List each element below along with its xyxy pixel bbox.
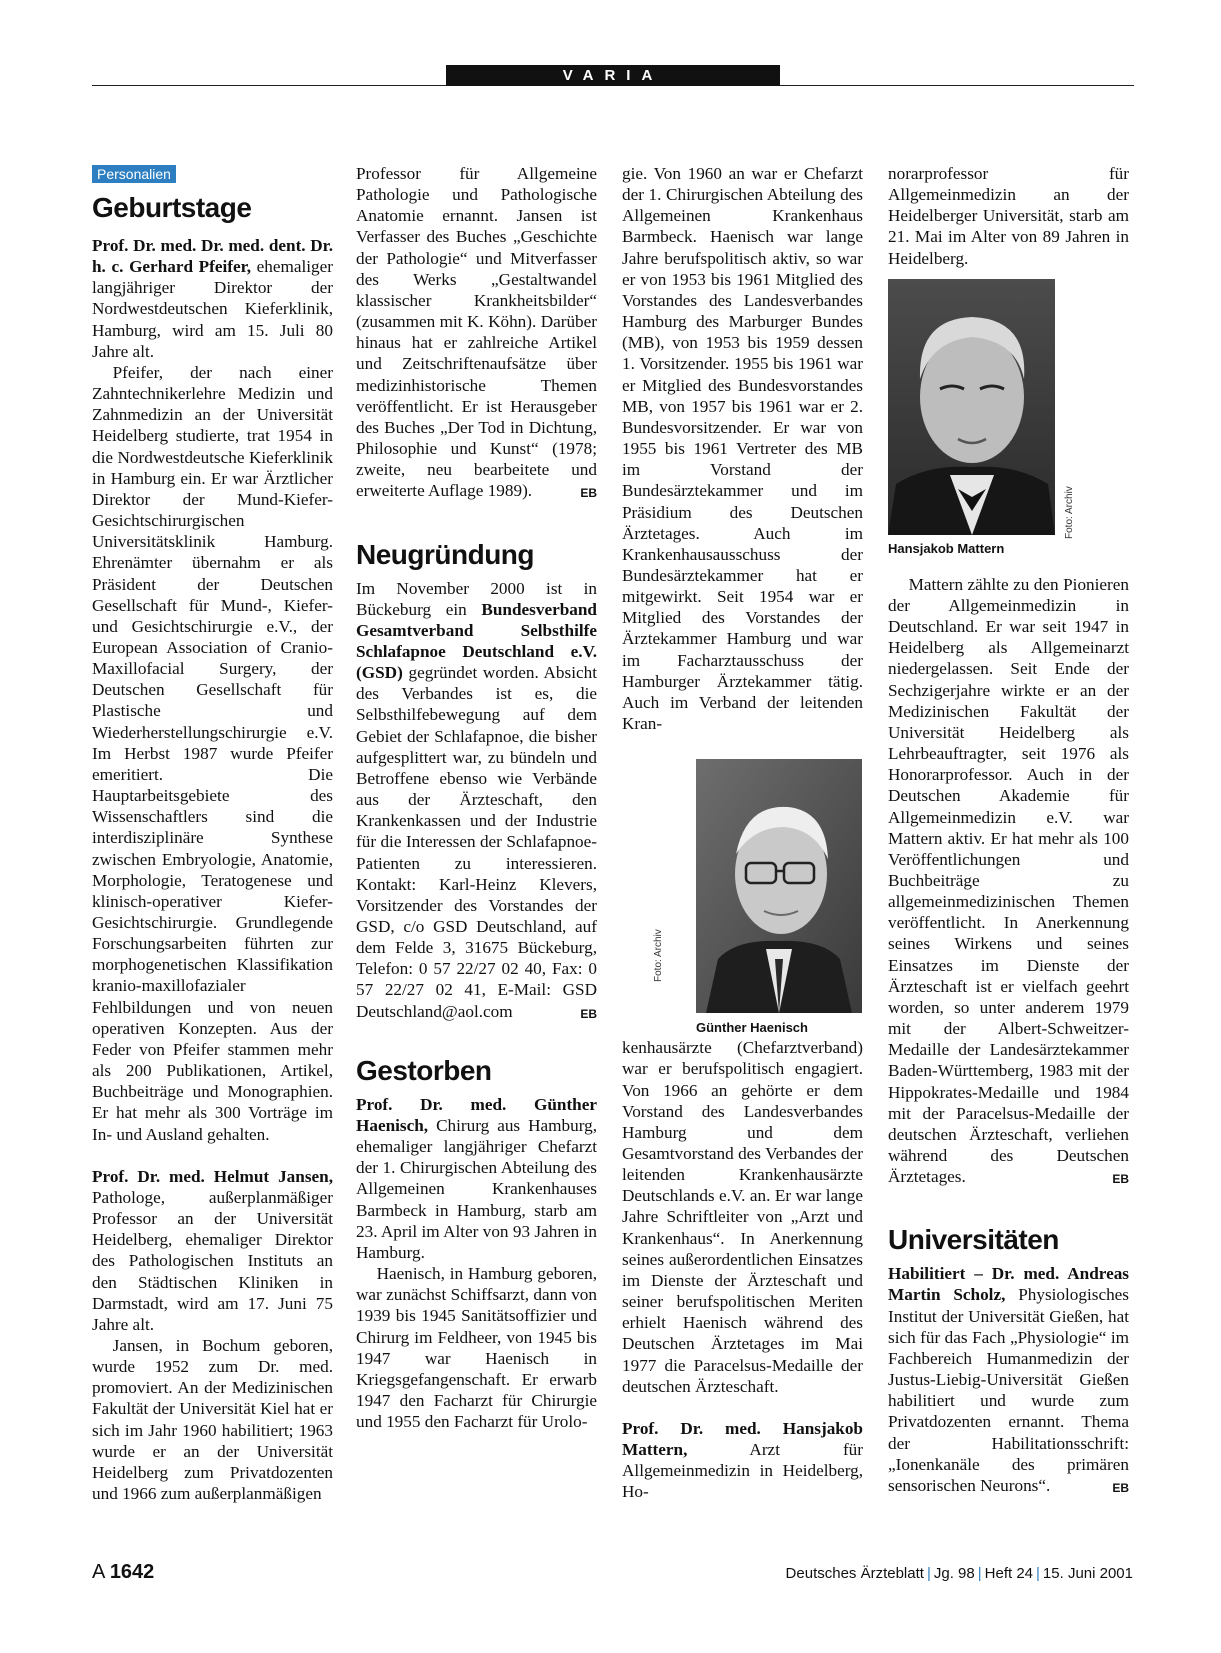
photo-block-haenisch: [622, 734, 863, 1037]
journal-volume: Jg. 98: [933, 1565, 975, 1582]
paragraph: [92, 235, 333, 362]
paragraph: [622, 1418, 863, 1503]
author-signature: EB: [1112, 1480, 1129, 1495]
paragraph: kenhausärzte (Chefarztverband) war er berufspolitisch engagiert. Von 1966 an gehörte er dem Vorstand des Landesverbandes Hamburg und dem Gesamtvorstand des Verbandes der leitenden Krankenhausärzte Deutschlands e.V. an. Er war lange Jahre Schriftleiter von „Arzt und Krankenhaus“. In Anerkennung seines außerordentlichen Einsatzes im Dienste der Ärzteschaft und seiner berufspolitischen Meriten erhielt Haenisch während des Deutschen Ärztetages im Mai 1977 die Paracelsus-Medaille der deutschen Ärzteschaft.: [622, 1038, 863, 1396]
footer-separator: |: [926, 1565, 931, 1582]
person-name: Habilitiert – Dr. med. Andreas Martin Scholz,: [888, 1264, 1129, 1305]
person-name: Prof. Dr. med. Günther Haenisch,: [356, 1094, 597, 1135]
portrait-photo-mattern: [888, 279, 1055, 535]
category-kicker: Personalien: [92, 165, 176, 183]
page-number: [92, 1561, 154, 1584]
paragraph-text: Mattern zählte zu den Pionieren der Allgemeinmedizin in Deutschland. Er war seit 1947 in Heidelberg als Allgemeinarzt niedergelassen. Seit Ende der Sechzigerjahre wirkte er an der Medizinischen Fakultät der Universität Heidelberg als Lehrbeauftragter, seit 1976 als Honorarprofessor. Auch in der Deutschen Akademie für Allgemeinmedizin e.V. war Mattern aktiv. Er hat mehr als 100 Veröffentlichungen und Buchbeiträge zu allgemeinmedizinischen Themen veröffentlicht. In Anerkennung seines Wirkens und seines Einsatzes im Dienste der Ärzteschaft ist er vielfach geehrt worden, so unter anderem 1979 mit der Albert-Schweitzer-Medaille der Landesärztekammer Baden-Württemberg, 1983 mit der Hippokrates-Medaille und 1984 mit der Paracelsus-Medaille der deutschen Ärzteschaft, verliehen während des Deutschen Ärztetages.: [888, 574, 1129, 1187]
heading-universitaeten: Universitäten: [888, 1224, 1059, 1256]
paragraph-text: Pathologe, außerplanmäßiger Professor an der Universität Heidelberg, ehemaliger Direktor des Pathologischen Instituts an den Städtischen Kliniken in Darmstadt, wird am 17. Juni 75 Jahre alt.: [92, 1187, 333, 1334]
heading-geburtstage: Geburtstage: [92, 192, 252, 223]
paragraph-text: Professor für Allgemeine Pathologie und Pathologische Anatomie ernannt. Jansen ist Verfasser des Buches „Geschichte der Pathologie“ und Mitverfasser des Werks „Gestaltwandel klassischer Krankheitsbilder“ (zusammen mit K. Köhn). Darüber hinaus hat er zahlreiche Artikel und Zeitschriftenaufsätze über medizinhistorische Themen veröffentlicht. Er ist Herausgeber des Buches „Der Tod in Dichtung, Philosophie und Kunst“ (1978; zweite, neu bearbeitete und erweiterte Auflage 1989).: [356, 164, 597, 501]
paragraph: Jansen, in Bochum geboren, wurde 1952 zum Dr. med. promoviert. An der Medizinischen Fakultät der Universität Kiel hat er sich im Jahr 1960 habilitiert; 1963 wurde er an der Universität Heidelberg zum Privatdozenten und 1966 zum außerplanmäßigen: [92, 1335, 333, 1504]
paragraph: [356, 163, 597, 502]
paragraph: [356, 578, 597, 1022]
paragraph-text: Im November 2000 ist in Bückeburg ein: [356, 578, 597, 619]
paragraph: [92, 1166, 333, 1335]
column-2: [356, 163, 597, 1432]
person-name: Prof. Dr. med. Dr. med. dent. Dr. h. c. Gerhard Pfeifer,: [92, 236, 333, 277]
paragraph: norarprofessor für Allgemeinmedizin an der Heidelberger Universität, starb am 21. Mai im Alter von 89 Jahren in Heidelberg.: [888, 164, 1129, 268]
journal-issue: Heft 24: [984, 1565, 1034, 1582]
portrait-image: [696, 759, 862, 1013]
person-name: Prof. Dr. med. Hansjakob Mattern,: [622, 1418, 863, 1460]
author-signature: EB: [1112, 1172, 1129, 1187]
author-signature: EB: [580, 486, 597, 501]
paragraph: [356, 1094, 597, 1263]
column-4: [888, 163, 1129, 1499]
paragraph-text: Physiologisches Institut der Universität Gießen, hat sich für das Fach „Physiologie“ im Fachbereich Humanmedizin der Justus-Liebig-Universität Gießen habilitiert und wurde zum Privatdozenten ernannt. Thema der Habilitationsschrift: „Ionenkanäle des primären sensorischen Neurons“.: [888, 1285, 1129, 1495]
portrait-photo-haenisch: [696, 759, 862, 1013]
author-signature: EB: [580, 1006, 597, 1021]
photo-credit: Foto: Archiv: [1064, 485, 1075, 539]
page-prefix: A: [92, 1561, 105, 1583]
photo-credit: Foto: Archiv: [653, 929, 664, 983]
footer-separator: |: [977, 1565, 982, 1582]
paragraph-text: gegründet worden. Absicht des Verbandes ist es, die Selbsthilfebewegung auf dem Gebiet der Schlafapnoe, die bisher aufgesplittert war, zu bündeln und Betroffene ebenso wie Verbände aus der Ärzteschaft, den Krankenkassen und der Industrie für die Interessen der Schlafapnoe-Patienten zu interessieren. Kontakt: Karl-Heinz Klevers, Vorsitzender des Vorstandes der GSD, c/o GSD Deutschland, auf dem Felde 3, 31675 Bückeburg, Telefon: 0 57 22/27 02 40, Fax: 0 57 22/27 02 41, E-Mail: GSD Deutschland@aol.com: [356, 663, 597, 1021]
paragraph: [888, 574, 1129, 1188]
section-header: VARIA: [446, 65, 780, 86]
paragraph: gie. Von 1960 an war er Chefarzt der 1. Chirurgischen Abteilung des Allgemeinen Krankenhaus Barmbeck. Haenisch war lange Jahre berufspolitisch aktiv, so war er von 1953 bis 1961 Mitglied des Vorstandes des Landesverbandes Hamburg des Marburger Bundes (MB), von 1953 bis 1959 dessen 1. Vorsitzender. 1955 bis 1961 war er Mitglied des Bundesvorstandes MB, von 1957 bis 1961 war er 2. Bundesvorsitzender. Er war von 1955 bis 1961 Vertreter des MB im Vorstand der Bundesärztekammer und im Präsidium des Deutschen Ärztetages. Auch im Krankenhausausschuss der Bundesärztekammer hat er mitgewirkt. Seit 1954 war er Mitglied des Vorstandes der Ärztekammer Hamburg und war im Facharztausschuss der Hamburger Ärztekammer tätig. Auch im Verband der leitenden Kran-: [622, 164, 863, 734]
photo-caption: Hansjakob Mattern: [888, 540, 1005, 556]
person-name: Prof. Dr. med. Helmut Jansen,: [92, 1166, 333, 1186]
paragraph-text: Arzt für Allgemeinmedizin in Heidelberg, Ho-: [622, 1440, 863, 1502]
photo-block-mattern: [888, 269, 1129, 574]
heading-neugruendung: Neugründung: [356, 538, 535, 570]
heading-gestorben: Gestorben: [356, 1054, 492, 1086]
journal-name: Deutsches Ärzteblatt: [785, 1565, 924, 1582]
paragraph: Haenisch, in Hamburg geboren, war zunächst Schiffsarzt, dann von 1939 bis 1945 Sanitätsoffizier und Chirurg im Feldheer, von 1945 bis 1947 war Haenisch in Kriegsgefangenschaft. Er erwarb 1947 den Facharzt für Chirurgie und 1955 den Facharzt für Urolo-: [356, 1264, 597, 1432]
page-number-value: 1642: [109, 1561, 155, 1583]
paragraph: Pfeifer, der nach einer Zahntechnikerlehre Medizin und Zahnmedizin an der Universität Heidelberg studierte, trat 1954 in die Nordwestdeutsche Kieferklinik in Hamburg ein. Er war Ärztlicher Direktor der Mund-Kiefer-Gesichtschirurgischen Universitätsklinik Hamburg. Ehrenämter übernahm er als Präsident der Deutschen Gesellschaft für Mund-, Kiefer- und Gesichtschirurgie e.V., der European Association of Cranio-Maxillofacial Surgery, der Deutschen Gesellschaft für Plastische und Wiederherstellungschirurgie e.V. Im Herbst 1987 wurde Pfeifer emeritiert. Die Hauptarbeitsgebiete des Wissenschaftlers sind die interdisziplinäre Synthese zwischen Embryologie, Anatomie, Morphologie, Teratogenese und klinisch-operativer Kiefer-Gesichtschirurgie. Grundlegende Forschungsarbeiten führten zur morphogenetischen Klassifikation kranio-maxillofazialer Fehlbildungen und von neuen operativen Konzepten. Aus der Feder von Pfeifer stammen mehr als 200 Publikationen, Artikel, Buchbeiträge und Monographien. Er hat mehr als 300 Vorträge im In- und Ausland gehalten.: [92, 362, 333, 1144]
journal-date: 15. Juni 2001: [1042, 1565, 1133, 1582]
journal-footer: [786, 1565, 1133, 1582]
footer-separator: |: [1036, 1565, 1040, 1582]
paragraph: [888, 1263, 1129, 1496]
column-3: [622, 163, 863, 1503]
organization-name: Bundesverband Gesamtverband Selbsthilfe Schlafapnoe Deutschland e.V. (GSD): [356, 599, 597, 683]
photo-caption: Günther Haenisch: [696, 1020, 808, 1036]
column-1: [92, 163, 333, 1504]
paragraph-text: Chirurg aus Hamburg, ehemaliger langjähriger Chefarzt der 1. Chirurgischen Abteilung des Allgemeinen Krankenhauses Barmbeck in Hamburg, starb am 23. April im Alter von 93 Jahren in Hamburg.: [356, 1115, 597, 1262]
paragraph-text: ehemaliger langjähriger Direktor der Nordwestdeutschen Kieferklinik, Hamburg, wird am 15. Juli 80 Jahre alt.: [92, 257, 333, 361]
portrait-image: [888, 279, 1055, 535]
